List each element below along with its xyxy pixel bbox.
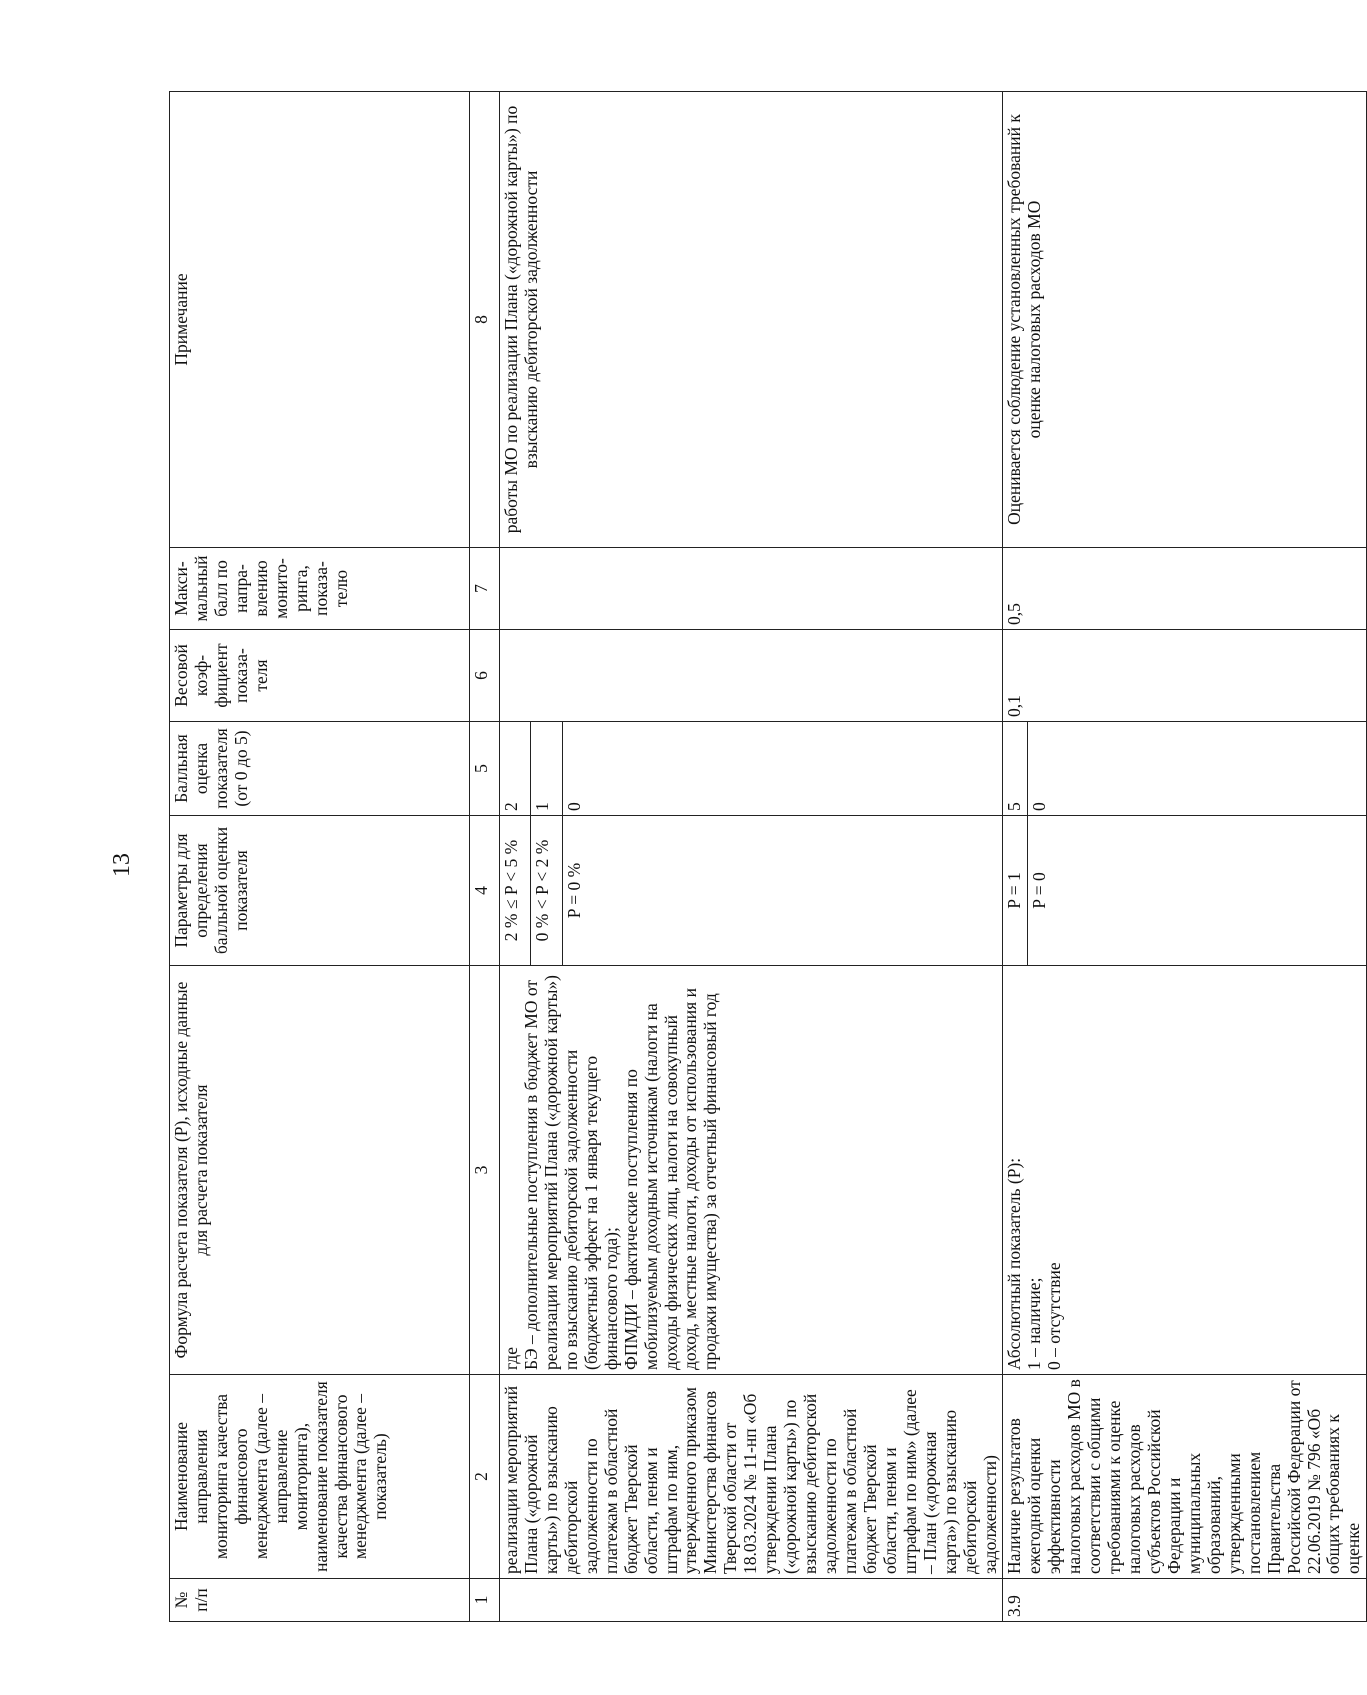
formula-line: 1 – наличие; <box>1024 1277 1045 1370</box>
header-formula: Формула расчета показателя (P), исходные данные для расчета показателя <box>170 966 470 1375</box>
column-number: 1 <box>470 1579 500 1622</box>
row-num: 3.9 <box>1003 1579 1367 1622</box>
score-cell: 1 <box>531 722 562 816</box>
max-cell: 0,5 <box>1003 548 1367 630</box>
param-cell: 0 % < P < 2 % <box>531 816 562 966</box>
header-num: № п/п <box>170 1579 470 1622</box>
max-cell <box>500 548 1003 630</box>
header-note: Примечание <box>170 92 470 548</box>
row-num <box>500 1579 1003 1622</box>
formula-line: 0 – отсутствие <box>1044 1262 1065 1370</box>
monitoring-table <box>169 91 1367 1622</box>
param-cell: 2 % ≤ P < 5 % <box>500 816 531 966</box>
score-cell: 5 <box>1003 722 1028 816</box>
param-cell: P = 1 <box>1003 816 1028 966</box>
weight-cell: 0,1 <box>1003 630 1367 722</box>
header-name: Наименование направления мониторинга качества финансового менеджмента (далее – направление мониторинга), наименование показателя качества финансового менеджмента (далее – показатель) <box>170 1375 470 1579</box>
rotated-page-content <box>169 92 1364 1622</box>
row-name: реализации мероприятий Плана («дорожной карты») по взысканию дебиторской задолженности по платежам в областной бюджет Тверской области, пеням и штрафам по ним, утвержденного приказом Министерства финансов Тверской области от 18.03.2024 № 11-нп «Об утверждении Плана («дорожной карты») по взысканию дебиторской задолженности по платежам в областной бюджет Тверской области, пеням и штрафам по ним» (далее – План («дорожная карта») по взысканию дебиторской задолженности) <box>500 1375 1003 1579</box>
column-number: 2 <box>470 1375 500 1579</box>
header-row <box>170 92 470 1622</box>
header-score: Балльная оценка показателя (от 0 до 5) <box>170 722 470 816</box>
column-number: 8 <box>470 92 500 548</box>
header-max: Макси-мальный балл по напра-влению монито-ринга, показа-телю <box>170 548 470 630</box>
score-cell: 2 <box>500 722 531 816</box>
row-name: Наличие результатов ежегодной оценки эффективности налоговых расходов МО в соответствии с общими требованиями к оценке налоговых расходов субъектов Российской Федерации и муниципальных образований, утвержденными постановлением Правительства Российской Федерации от 22.06.2019 № 796 «Об общих требованиях к оценке <box>1003 1375 1367 1579</box>
param-cell: P = 0 % <box>562 816 1003 966</box>
row-formula <box>1003 966 1367 1375</box>
column-number: 4 <box>470 816 500 966</box>
note-cell: работы МО по реализации Плана («дорожной карты») по взысканию дебиторской задолженности <box>500 92 1003 548</box>
column-number: 5 <box>470 722 500 816</box>
column-number: 3 <box>470 966 500 1375</box>
header-params: Параметры для определения балльной оценки показателя <box>170 816 470 966</box>
formula-line: БЭ – дополнительные поступления в бюджет МО от реализации мероприятий Плана («дорожной карты») по взысканию дебиторской задолженности (бюджетный эффект на 1 января текущего финансового года); <box>520 975 621 1370</box>
formula-line: Абсолютный показатель (P): <box>1004 1157 1025 1370</box>
column-number: 6 <box>470 630 500 722</box>
row-formula <box>500 966 1003 1375</box>
table-row <box>1003 92 1028 1622</box>
score-cell: 0 <box>562 722 1003 816</box>
param-cell: P = 0 <box>1028 816 1367 966</box>
weight-cell <box>500 630 1003 722</box>
column-number-row <box>470 92 500 1622</box>
column-number: 7 <box>470 548 500 630</box>
formula-line: ФПМДИ – фактические поступления по мобилизуемым доходным источникам (налоги на доходы физических лиц, налоги на совокупный доход, местные налоги, доходы от использования и продажи имущества) за отчетный финансовый год <box>620 988 721 1370</box>
note-cell: Оценивается соблюдение установленных требований к оценке налоговых расходов МО <box>1003 92 1367 548</box>
page-number: 13 <box>109 853 135 877</box>
score-cell: 0 <box>1028 722 1367 816</box>
header-weight: Весовой коэф-фициент показа-теля <box>170 630 470 722</box>
formula-line: где <box>501 1347 521 1370</box>
table-row <box>500 92 531 1622</box>
